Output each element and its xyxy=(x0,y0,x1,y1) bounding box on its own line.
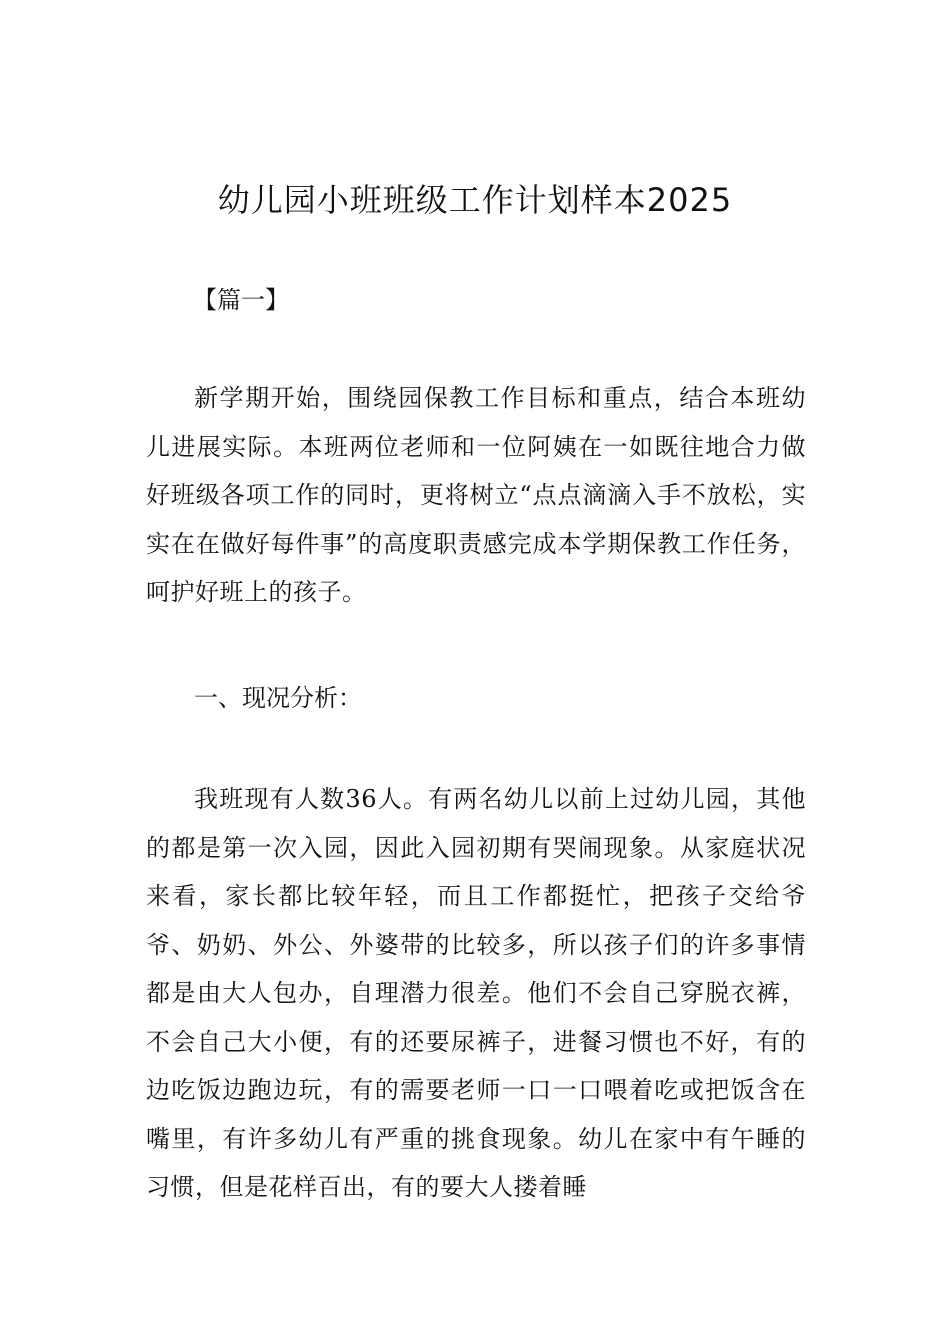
section-heading-analysis: 一、现况分析： xyxy=(194,684,362,712)
document-title: 幼儿园小班班级工作计划样本2025 xyxy=(217,181,733,219)
section-label: 【篇一】 xyxy=(193,286,289,314)
intro-paragraph: 新学期开始，围绕园保教工作目标和重点，结合本班幼儿进展实际。本班两位老师和一位阿姨在一如既往地合力做好班级各项工作的同时，更将树立“点点滴滴入手不放松，实实在在做好每件事”的高度职责感完成本学期保教工作任务，呵护好班上的孩子。 xyxy=(146,384,806,606)
analysis-paragraph: 我班现有人数36人。有两名幼儿以前上过幼儿园，其他的都是第一次入园，因此入园初期有哭闹现象。从家庭状况来看，家长都比较年轻，而且工作都挺忙，把孩子交给爷爷、奶奶、外公、外婆带的比较多，所以孩子们的许多事情都是由大人包办，自理潜力很差。他们不会自己穿脱衣裤，不会自己大小便，有的还要尿裤子，进餐习惯也不好，有的边吃饭边跑边玩，有的需要老师一口一口喂着吃或把饭含在嘴里，有许多幼儿有严重的挑食现象。幼儿在家中有午睡的习惯，但是花样百出，有的要大人搂着睡 xyxy=(146,785,806,1201)
